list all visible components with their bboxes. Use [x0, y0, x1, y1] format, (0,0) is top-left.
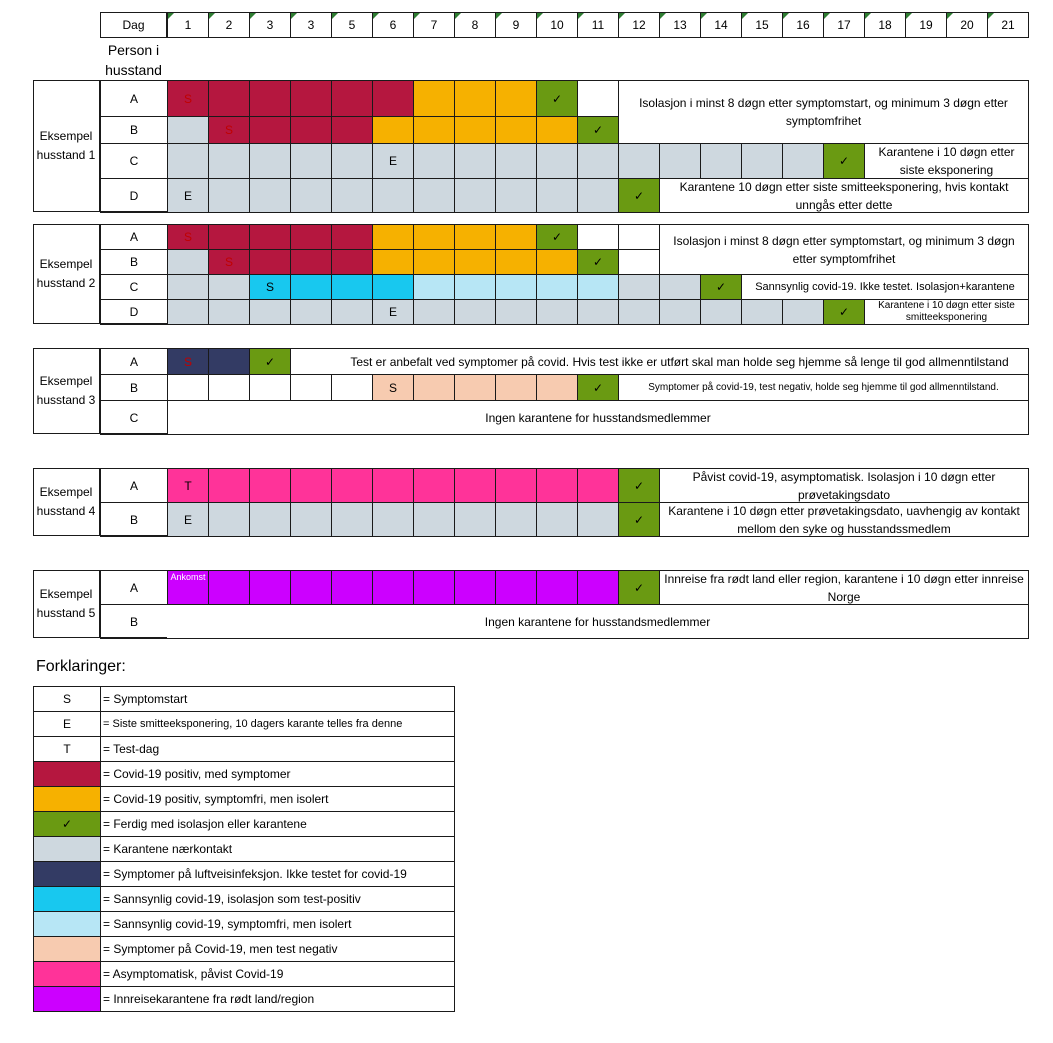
day-cell [536, 299, 578, 325]
day-cell [413, 249, 455, 275]
day-header-7: 7 [413, 12, 455, 38]
day-cell [495, 249, 537, 275]
legend-text-6: = Ferdig med isolasjon eller karantene [100, 811, 455, 837]
day-cell [454, 570, 496, 605]
legend-text-4: = Covid-19 positiv, med symptomer [100, 761, 455, 787]
household-4-note-A: Påvist covid-19, asymptomatisk. Isolasjon i 10 døgn etter prøvetakingsdato [659, 468, 1029, 503]
day-cell [454, 224, 496, 250]
day-cell: ✓ [700, 274, 742, 300]
day-cell: S [372, 374, 414, 401]
day-cell [454, 178, 496, 213]
day-cell: S [167, 224, 209, 250]
day-cell [454, 143, 496, 179]
legend-swatch-4 [33, 761, 101, 787]
day-cell [290, 80, 332, 117]
day-cell [208, 468, 250, 503]
day-cell [659, 274, 701, 300]
day-cell: Ankomst [167, 570, 209, 605]
day-cell [495, 80, 537, 117]
household-1-person-B: B [100, 116, 168, 144]
day-cell [413, 502, 455, 537]
household-2-note-C: Sannsynlig covid-19. Ikke testet. Isolasjon+karantene [741, 274, 1029, 300]
day-cell [208, 80, 250, 117]
day-cell [372, 274, 414, 300]
day-cell [290, 299, 332, 325]
day-cell [618, 143, 660, 179]
day-cell: ✓ [823, 299, 865, 325]
household-1-person-A: A [100, 80, 168, 117]
day-cell [208, 274, 250, 300]
household-1-person-D: D [100, 178, 168, 213]
day-cell [331, 570, 373, 605]
legend-swatch-13 [33, 986, 101, 1012]
day-cell [290, 224, 332, 250]
day-cell [618, 299, 660, 325]
legend-text-2: = Siste smitteeksponering, 10 dagers karante telles fra denne [100, 711, 455, 737]
day-cell [249, 116, 291, 144]
legend-text-8: = Symptomer på luftveisinfeksjon. Ikke testet for covid-19 [100, 861, 455, 887]
day-cell [495, 570, 537, 605]
day-cell [208, 348, 250, 375]
legend-text-9: = Sannsynlig covid-19, isolasjon som test-positiv [100, 886, 455, 912]
day-cell [495, 116, 537, 144]
day-cell [372, 570, 414, 605]
day-cell [413, 178, 455, 213]
day-cell [577, 468, 619, 503]
day-header-3: 3 [249, 12, 291, 38]
day-cell [782, 299, 824, 325]
day-cell [413, 80, 455, 117]
legend-swatch-7 [33, 836, 101, 862]
household-1-label: Eksempel husstand 1 [33, 80, 100, 212]
day-cell: ✓ [577, 116, 619, 144]
day-cell [331, 80, 373, 117]
legend-text-10: = Sannsynlig covid-19, symptomfri, men isolert [100, 911, 455, 937]
household-2-person-C: C [100, 274, 168, 300]
day-cell [167, 249, 209, 275]
day-cell [167, 143, 209, 179]
day-cell [290, 348, 332, 375]
day-cell [249, 570, 291, 605]
day-cell [577, 274, 619, 300]
household-3-note-B: Symptomer på covid-19, test negativ, holde seg hjemme til god allmenntilstand. [618, 374, 1029, 401]
household-3-label: Eksempel husstand 3 [33, 348, 100, 434]
legend-text-3: = Test-dag [100, 736, 455, 762]
day-header-21: 21 [987, 12, 1029, 38]
day-cell [249, 178, 291, 213]
legend-swatch-2: E [33, 711, 101, 737]
day-cell [208, 178, 250, 213]
household-4-person-B: B [100, 502, 168, 537]
day-header-8: 8 [454, 12, 496, 38]
day-cell [536, 116, 578, 144]
day-cell [454, 468, 496, 503]
day-cell [577, 299, 619, 325]
day-cell [659, 299, 701, 325]
day-cell [331, 249, 373, 275]
day-cell [331, 468, 373, 503]
day-cell [208, 224, 250, 250]
legend-swatch-8 [33, 861, 101, 887]
day-cell [577, 570, 619, 605]
day-cell: T [167, 468, 209, 503]
day-cell [413, 570, 455, 605]
day-cell [577, 224, 619, 250]
household-5-note-B: Ingen karantene for husstandsmedlemmer [167, 604, 1029, 639]
day-cell [290, 274, 332, 300]
day-cell [249, 224, 291, 250]
day-header-15: 15 [741, 12, 783, 38]
day-cell: ✓ [577, 374, 619, 401]
day-cell [741, 299, 783, 325]
day-cell [249, 80, 291, 117]
day-cell [782, 143, 824, 179]
legend-swatch-10 [33, 911, 101, 937]
day-cell [372, 249, 414, 275]
day-cell [208, 374, 250, 401]
household-2-note-D: Karantene i 10 døgn etter siste smitteeksponering [864, 299, 1029, 325]
day-cell [495, 468, 537, 503]
day-cell [208, 299, 250, 325]
day-cell: ✓ [536, 224, 578, 250]
day-cell: ✓ [618, 570, 660, 605]
day-cell [413, 224, 455, 250]
day-cell [495, 224, 537, 250]
day-cell [618, 249, 660, 275]
day-cell [536, 143, 578, 179]
day-cell [495, 274, 537, 300]
day-cell [495, 178, 537, 213]
day-header-2: 2 [208, 12, 250, 38]
day-cell [413, 468, 455, 503]
day-cell [249, 249, 291, 275]
day-cell [290, 468, 332, 503]
household-3-person-C: C [100, 400, 168, 435]
day-header-12: 12 [618, 12, 660, 38]
day-header-14: 14 [700, 12, 742, 38]
day-cell [290, 249, 332, 275]
day-cell [577, 502, 619, 537]
day-cell [249, 502, 291, 537]
day-cell: ✓ [249, 348, 291, 375]
day-header-13: 13 [659, 12, 701, 38]
legend-swatch-11 [33, 936, 101, 962]
day-cell [290, 502, 332, 537]
legend-swatch-1: S [33, 686, 101, 712]
household-2-person-A: A [100, 224, 168, 250]
household-5-person-A: A [100, 570, 168, 605]
day-header-19: 19 [905, 12, 947, 38]
day-header-11: 11 [577, 12, 619, 38]
household-2-person-B: B [100, 249, 168, 275]
household-3-note-C: Ingen karantene for husstandsmedlemmer [167, 400, 1029, 435]
day-cell [331, 224, 373, 250]
day-header-6: 6 [372, 12, 414, 38]
day-cell [536, 374, 578, 401]
household-1-note-C: Karantene i 10 døgn etter siste eksponering [864, 143, 1029, 179]
day-cell [536, 502, 578, 537]
legend-text-5: = Covid-19 positiv, symptomfri, men isolert [100, 786, 455, 812]
day-cell [659, 143, 701, 179]
household-1-note-D: Karantene 10 døgn etter siste smitteeksponering, hvis kontakt unngås etter dette [659, 178, 1029, 213]
legend-swatch-5 [33, 786, 101, 812]
day-cell [331, 374, 373, 401]
day-cell: S [249, 274, 291, 300]
day-header-18: 18 [864, 12, 906, 38]
day-cell [372, 224, 414, 250]
day-cell [618, 274, 660, 300]
day-cell [700, 143, 742, 179]
day-cell: ✓ [618, 502, 660, 537]
day-cell [577, 178, 619, 213]
day-cell: ✓ [536, 80, 578, 117]
day-cell [454, 274, 496, 300]
day-cell [372, 80, 414, 117]
day-cell [331, 274, 373, 300]
dag-header: Dag [100, 12, 167, 38]
day-cell: S [208, 249, 250, 275]
day-cell: ✓ [823, 143, 865, 179]
legend-text-11: = Symptomer på Covid-19, men test negativ [100, 936, 455, 962]
legend-swatch-12 [33, 961, 101, 987]
day-cell [331, 299, 373, 325]
day-cell [167, 116, 209, 144]
day-cell: E [167, 502, 209, 537]
household-5-label: Eksempel husstand 5 [33, 570, 100, 638]
day-header-4: 3 [290, 12, 332, 38]
day-cell [495, 299, 537, 325]
day-header-20: 20 [946, 12, 988, 38]
day-cell [290, 570, 332, 605]
household-2-person-D: D [100, 299, 168, 325]
day-cell [536, 178, 578, 213]
day-cell [741, 143, 783, 179]
day-cell [249, 299, 291, 325]
day-cell [413, 274, 455, 300]
day-cell: ✓ [577, 249, 619, 275]
household-4-note-B: Karantene i 10 døgn etter prøvetakingsdato, uavhengig av kontakt mellom den syke og husstandssmedlem [659, 502, 1029, 537]
day-cell [331, 143, 373, 179]
household-1-person-C: C [100, 143, 168, 179]
day-cell [577, 80, 619, 117]
day-cell [167, 299, 209, 325]
household-5-note-A: Innreise fra rødt land eller region, karantene i 10 døgn etter innreise Norge [659, 570, 1029, 605]
day-cell [208, 143, 250, 179]
day-cell [372, 178, 414, 213]
day-cell [249, 468, 291, 503]
legend-title: Forklaringer: [36, 658, 126, 675]
day-cell [167, 274, 209, 300]
day-cell [372, 502, 414, 537]
day-header-1: 1 [167, 12, 209, 38]
legend-text-1: = Symptomstart [100, 686, 455, 712]
day-cell [700, 299, 742, 325]
day-cell: E [167, 178, 209, 213]
day-cell [208, 570, 250, 605]
day-cell [495, 374, 537, 401]
person-column-label: Person i husstand [105, 42, 162, 78]
day-cell [290, 374, 332, 401]
day-cell [249, 374, 291, 401]
day-cell [495, 143, 537, 179]
day-cell [331, 116, 373, 144]
day-header-16: 16 [782, 12, 824, 38]
day-header-17: 17 [823, 12, 865, 38]
household-3-person-A: A [100, 348, 168, 375]
day-cell: ✓ [618, 178, 660, 213]
day-cell [454, 502, 496, 537]
day-cell [495, 502, 537, 537]
day-cell [536, 249, 578, 275]
day-cell [167, 374, 209, 401]
day-cell: E [372, 299, 414, 325]
day-cell [536, 570, 578, 605]
day-cell: S [167, 80, 209, 117]
legend-text-7: = Karantene nærkontakt [100, 836, 455, 862]
day-cell [290, 143, 332, 179]
day-header-5: 5 [331, 12, 373, 38]
day-cell [290, 178, 332, 213]
day-cell [536, 274, 578, 300]
household-4-label: Eksempel husstand 4 [33, 468, 100, 536]
day-cell [413, 143, 455, 179]
day-cell [454, 80, 496, 117]
household-3-person-B: B [100, 374, 168, 401]
household-5-person-B: B [100, 604, 168, 639]
day-cell [372, 116, 414, 144]
day-cell [249, 143, 291, 179]
day-cell: E [372, 143, 414, 179]
day-header-9: 9 [495, 12, 537, 38]
household-2-note-A: Isolasjon i minst 8 døgn etter symptomstart, og minimum 3 døgn etter symptomfrihet [659, 224, 1029, 275]
day-cell [208, 502, 250, 537]
day-cell [536, 468, 578, 503]
day-cell [577, 143, 619, 179]
legend-text-13: = Innreisekarantene fra rødt land/region [100, 986, 455, 1012]
household-1-note-A: Isolasjon i minst 8 døgn etter symptomstart, og minimum 3 døgn etter symptomfrihet [618, 80, 1029, 144]
day-cell [290, 116, 332, 144]
day-cell: S [208, 116, 250, 144]
day-cell [413, 116, 455, 144]
day-cell [331, 502, 373, 537]
day-cell: S [167, 348, 209, 375]
day-cell [454, 249, 496, 275]
legend-text-12: = Asymptomatisk, påvist Covid-19 [100, 961, 455, 987]
legend-swatch-6: ✓ [33, 811, 101, 837]
legend-swatch-9 [33, 886, 101, 912]
day-cell [454, 116, 496, 144]
household-2-label: Eksempel husstand 2 [33, 224, 100, 324]
day-cell [454, 374, 496, 401]
household-3-note-A: Test er anbefalt ved symptomer på covid. Hvis test ikke er utført skal man holde seg hjemme så lenge til god allmenntilstand [331, 348, 1029, 375]
day-cell [618, 224, 660, 250]
household-4-person-A: A [100, 468, 168, 503]
day-cell [413, 374, 455, 401]
legend-swatch-3: T [33, 736, 101, 762]
day-cell: ✓ [618, 468, 660, 503]
day-cell [331, 178, 373, 213]
day-cell [413, 299, 455, 325]
day-header-10: 10 [536, 12, 578, 38]
day-cell [372, 468, 414, 503]
day-cell [454, 299, 496, 325]
